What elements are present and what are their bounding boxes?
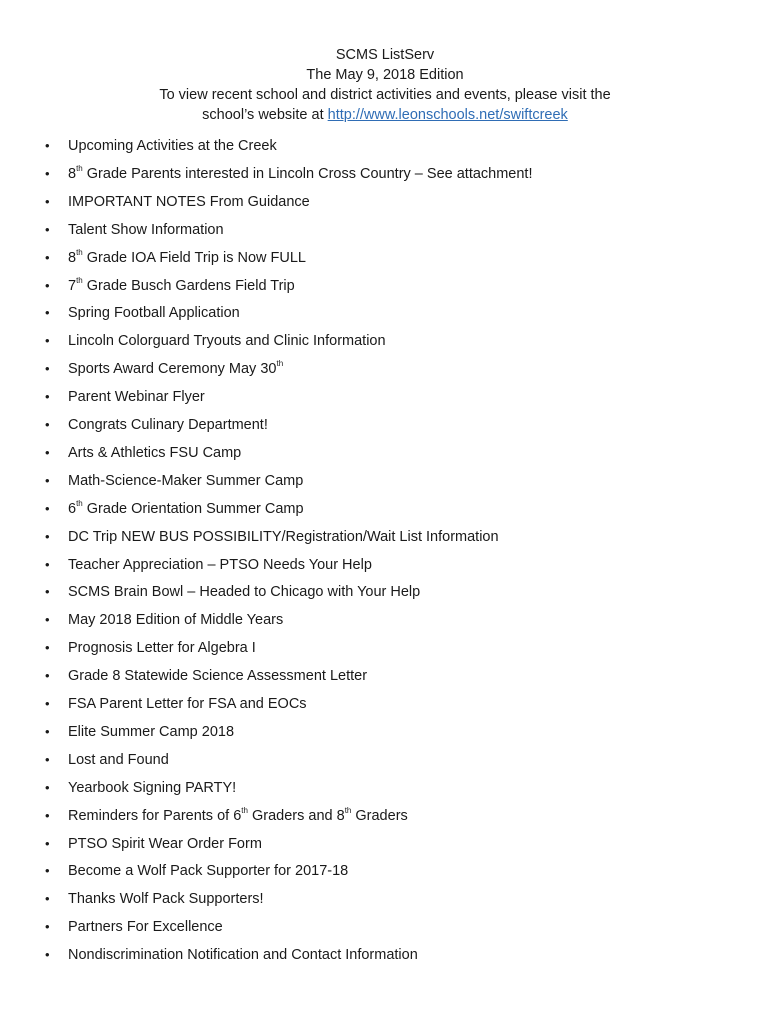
bullet-icon: •	[45, 444, 50, 460]
bullet-icon: •	[45, 221, 50, 237]
list-item-text: Yearbook Signing PARTY!	[68, 779, 237, 796]
bullet-icon: •	[45, 779, 50, 795]
header-instructions: To view recent school and district activities and events, please visit the	[159, 87, 611, 103]
list-item-text: 8th Grade Parents interested in Lincoln Cross Country – See attachment!	[68, 164, 533, 182]
list-item-text: Sports Award Ceremony May 30th	[68, 359, 284, 378]
bullet-icon: •	[45, 947, 50, 963]
ordinal-suffix: th	[276, 359, 284, 369]
list-item-text: Partners For Excellence	[68, 919, 223, 936]
list-item-text: FSA Parent Letter for FSA and EOCs	[68, 696, 307, 712]
bullet-icon: •	[45, 277, 50, 293]
bullet-icon: •	[45, 361, 50, 377]
list-item-text: Grade 8 Statewide Science Assessment Letter	[68, 668, 368, 685]
ordinal-suffix: th	[241, 805, 248, 815]
list-item-text: 7th Grade Busch Gardens Field Trip	[68, 275, 295, 294]
bullet-icon: •	[45, 863, 50, 879]
list-item-text: Math-Science-Maker Summer Camp	[68, 472, 304, 489]
bullet-icon: •	[45, 891, 50, 907]
bullet-icon: •	[45, 389, 50, 405]
bullet-icon: •	[45, 612, 50, 628]
bullet-icon: •	[45, 751, 50, 767]
bullet-icon: •	[45, 138, 50, 153]
bullet-icon: •	[45, 807, 50, 823]
header-edition: The May 9, 2018 Edition	[306, 67, 464, 83]
bullet-icon: •	[45, 249, 50, 265]
bullet-icon: •	[45, 696, 50, 711]
list-item-text: May 2018 Edition of Middle Years	[68, 612, 284, 629]
list-item-text: Parent Webinar Flyer	[68, 389, 205, 406]
list-item-text: 8th Grade IOA Field Trip is Now FULL	[68, 247, 306, 266]
list-item-text: DC Trip NEW BUS POSSIBILITY/Registration/Wait List Information	[68, 528, 499, 545]
list-item-text: Talent Show Information	[68, 221, 224, 238]
list-item-text: Upcoming Activities at the Creek	[68, 138, 277, 154]
list-item-text: Teacher Appreciation – PTSO Needs Your Help	[68, 556, 372, 573]
ordinal-suffix: th	[76, 247, 83, 257]
list-item-text: IMPORTANT NOTES From Guidance	[68, 193, 310, 210]
bullet-icon: •	[45, 556, 50, 572]
list-item-text: Lost and Found	[68, 751, 169, 768]
list-item-text: Thanks Wolf Pack Supporters!	[68, 891, 264, 908]
list-item-text: Become a Wolf Pack Supporter for 2017-18	[68, 863, 349, 880]
header-title: SCMS ListServ	[335, 47, 435, 63]
bullet-icon: •	[45, 668, 50, 684]
bullet-icon: •	[45, 919, 50, 935]
ordinal-suffix: th	[76, 498, 83, 508]
bullet-icon: •	[45, 723, 50, 739]
bullet-icon: •	[45, 165, 50, 181]
list-item-text: Spring Football Application	[68, 305, 240, 322]
ordinal-suffix: th	[76, 164, 83, 174]
bullet-icon: •	[45, 528, 50, 544]
bullet-icon: •	[45, 193, 50, 209]
school-website-link[interactable]: http://www.leonschools.net/swiftcreek	[327, 107, 568, 123]
list-item-text: Lincoln Colorguard Tryouts and Clinic Information	[68, 333, 386, 350]
header-website-line	[0, 105, 770, 125]
header-website-prefix: school’s website at	[202, 107, 328, 123]
list-item-text: SCMS Brain Bowl – Headed to Chicago with Your Help	[68, 584, 421, 601]
document-header	[0, 45, 770, 125]
list-item-text: Nondiscrimination Notification and Contact Information	[68, 947, 418, 964]
bullet-icon: •	[45, 417, 50, 432]
list-item-text: PTSO Spirit Wear Order Form	[68, 835, 262, 852]
list-item-text: 6th Grade Orientation Summer Camp	[68, 498, 304, 517]
bullet-icon: •	[45, 640, 50, 656]
ordinal-suffix: th	[344, 805, 352, 815]
list-item-text: Elite Summer Camp 2018	[68, 723, 235, 740]
list-item-text: Prognosis Letter for Algebra I	[68, 640, 256, 657]
list-item-text: Reminders for Parents of 6th Graders and 8th Graders	[68, 805, 408, 824]
bullet-icon: •	[45, 584, 50, 600]
ordinal-suffix: th	[76, 275, 83, 285]
bullet-icon: •	[45, 835, 50, 851]
bullet-icon: •	[45, 333, 50, 349]
bullet-icon: •	[45, 472, 50, 488]
bullet-icon: •	[45, 500, 50, 516]
list-item-text: Congrats Culinary Department!	[68, 417, 268, 433]
bullet-icon: •	[45, 305, 50, 321]
list-item-text: Arts & Athletics FSU Camp	[68, 444, 242, 461]
